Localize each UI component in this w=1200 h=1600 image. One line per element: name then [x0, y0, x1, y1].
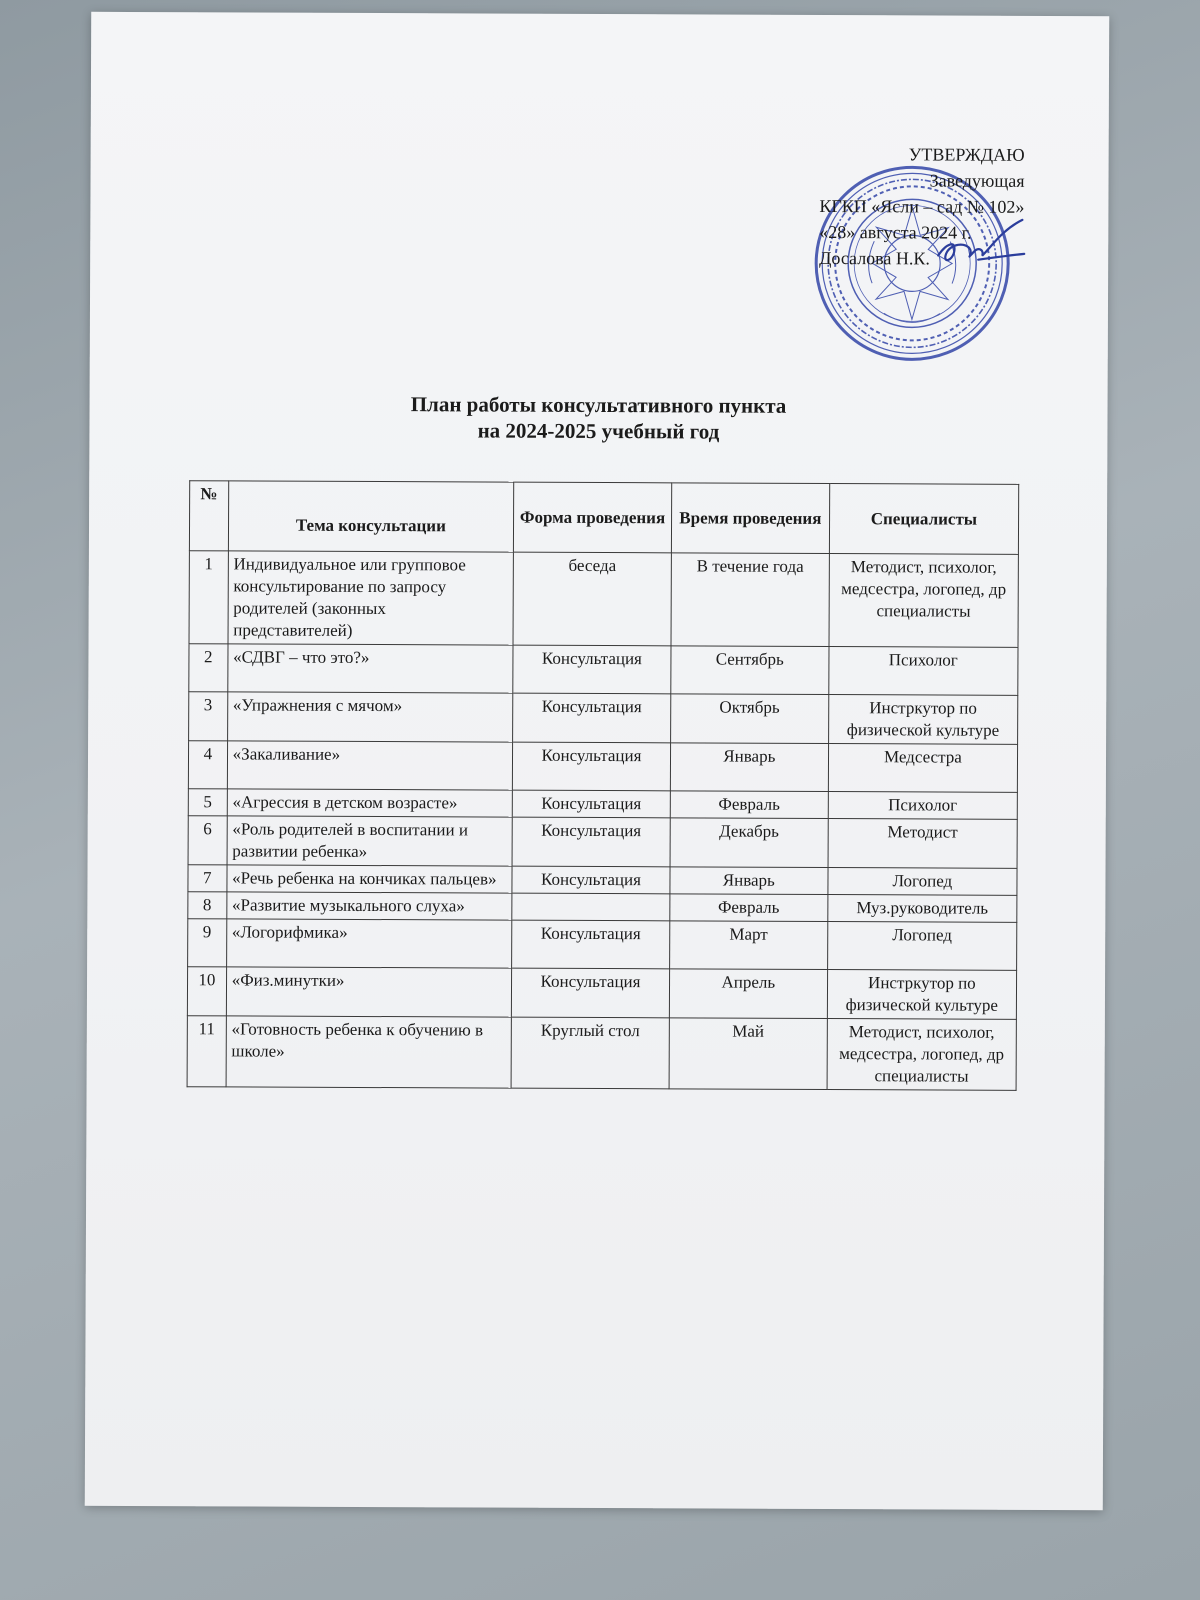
- table-row: [188, 892, 1017, 923]
- row-form: Консультация: [513, 645, 671, 694]
- row-time: Январь: [670, 867, 828, 895]
- row-topic: «Развитие музыкального слуха»: [226, 892, 512, 920]
- approval-organization: КГКП «Ясли – сад № 102»: [819, 195, 1025, 217]
- row-number: 6: [188, 816, 227, 865]
- row-topic: «Агрессия в детском возрасте»: [227, 789, 513, 817]
- row-time: Февраль: [670, 894, 828, 922]
- row-form: беседа: [513, 552, 671, 646]
- row-form: Консультация: [513, 693, 671, 743]
- row-form: Консультация: [511, 968, 669, 1018]
- row-form: Консультация: [512, 920, 670, 969]
- title-line-1: План работы консультативного пункта: [410, 392, 787, 418]
- row-number: 1: [189, 551, 228, 644]
- row-specialists: Методист, психолог, медсестра, логопед, др специалисты: [827, 1019, 1017, 1091]
- row-time: Апрель: [669, 969, 827, 1019]
- table-row: [188, 816, 1017, 869]
- row-specialists: Муз.руководитель: [828, 895, 1017, 923]
- row-specialists: Психолог: [829, 647, 1018, 696]
- row-topic: Индивидуальное или групповое консультирование по запросу родителей (законных представителей): [228, 551, 514, 645]
- table-row: [189, 551, 1018, 648]
- row-specialists: Логопед: [827, 922, 1016, 971]
- signature-icon: [932, 215, 1027, 273]
- row-topic: «СДВГ – что это?»: [227, 644, 513, 693]
- row-number: 4: [188, 741, 227, 789]
- row-topic: «Готовность ребенка к обучению в школе»: [226, 1016, 512, 1088]
- row-time: Март: [670, 921, 828, 970]
- row-specialists: Методист: [828, 819, 1017, 869]
- table-row: [189, 644, 1018, 696]
- row-topic: «Речь ребенка на кончиках пальцев»: [227, 865, 513, 893]
- row-specialists: Медсестра: [828, 744, 1017, 793]
- table-row: [187, 1016, 1016, 1091]
- row-topic: «Закаливание»: [227, 741, 513, 790]
- header-time: Время проведения: [671, 483, 829, 554]
- row-number: 9: [188, 919, 227, 967]
- table-row: [188, 865, 1017, 896]
- row-time: Декабрь: [670, 818, 828, 868]
- row-time: Сентябрь: [671, 646, 829, 695]
- title-line-2: на 2024-2025 учебный год: [477, 418, 720, 444]
- row-time: Октябрь: [670, 694, 828, 744]
- row-form: Консультация: [512, 790, 670, 818]
- table-row: [188, 919, 1017, 971]
- row-number: 10: [187, 967, 226, 1016]
- consultation-plan-table: [187, 480, 1020, 1091]
- table-row: [188, 741, 1017, 793]
- row-number: 8: [188, 892, 227, 919]
- row-form: Консультация: [512, 866, 670, 894]
- approval-name: Досалова Н.К.: [819, 247, 931, 269]
- row-specialists: Психолог: [828, 792, 1017, 820]
- row-topic: «Упражнения с мячом»: [227, 692, 513, 742]
- row-form: Консультация: [512, 817, 670, 867]
- row-time: В течение года: [671, 553, 829, 647]
- header-topic: Тема консультации: [228, 481, 514, 552]
- row-topic: «Физ.минутки»: [226, 967, 512, 1017]
- table-row: [188, 789, 1017, 820]
- header-form: Форма проведения: [513, 482, 671, 553]
- row-form: [512, 893, 670, 921]
- approval-heading: УТВЕРЖДАЮ: [908, 144, 1025, 165]
- row-time: Январь: [670, 743, 828, 792]
- approval-date: «28» августа 2024 г.: [819, 221, 972, 243]
- row-number: 11: [187, 1016, 226, 1087]
- header-number: №: [189, 481, 228, 551]
- row-specialists: Логопед: [828, 868, 1017, 896]
- row-specialists: Методист, психолог, медсестра, логопед, др специалисты: [829, 554, 1019, 648]
- row-time: Май: [669, 1018, 827, 1090]
- table-header-row: [189, 481, 1018, 555]
- row-time: Февраль: [670, 791, 828, 819]
- table-row: [187, 967, 1016, 1020]
- row-topic: «Логорифмика»: [226, 919, 512, 968]
- row-number: 7: [188, 865, 227, 892]
- document-title: [89, 390, 1107, 446]
- header-specialists: Специалисты: [829, 484, 1019, 555]
- row-number: 5: [188, 789, 227, 816]
- row-form: Круглый стол: [511, 1017, 669, 1089]
- approval-position: Заведующая: [929, 170, 1025, 191]
- row-number: 3: [189, 692, 228, 741]
- row-specialists: Инстркутор по физической культуре: [827, 970, 1016, 1020]
- document-page: [85, 12, 1110, 1510]
- row-topic: «Роль родителей в воспитании и развитии ребенка»: [227, 816, 513, 866]
- row-form: Консультация: [512, 742, 670, 791]
- row-number: 2: [189, 644, 228, 692]
- table-row: [189, 692, 1018, 745]
- row-specialists: Инстркутор по физической культуре: [828, 695, 1017, 745]
